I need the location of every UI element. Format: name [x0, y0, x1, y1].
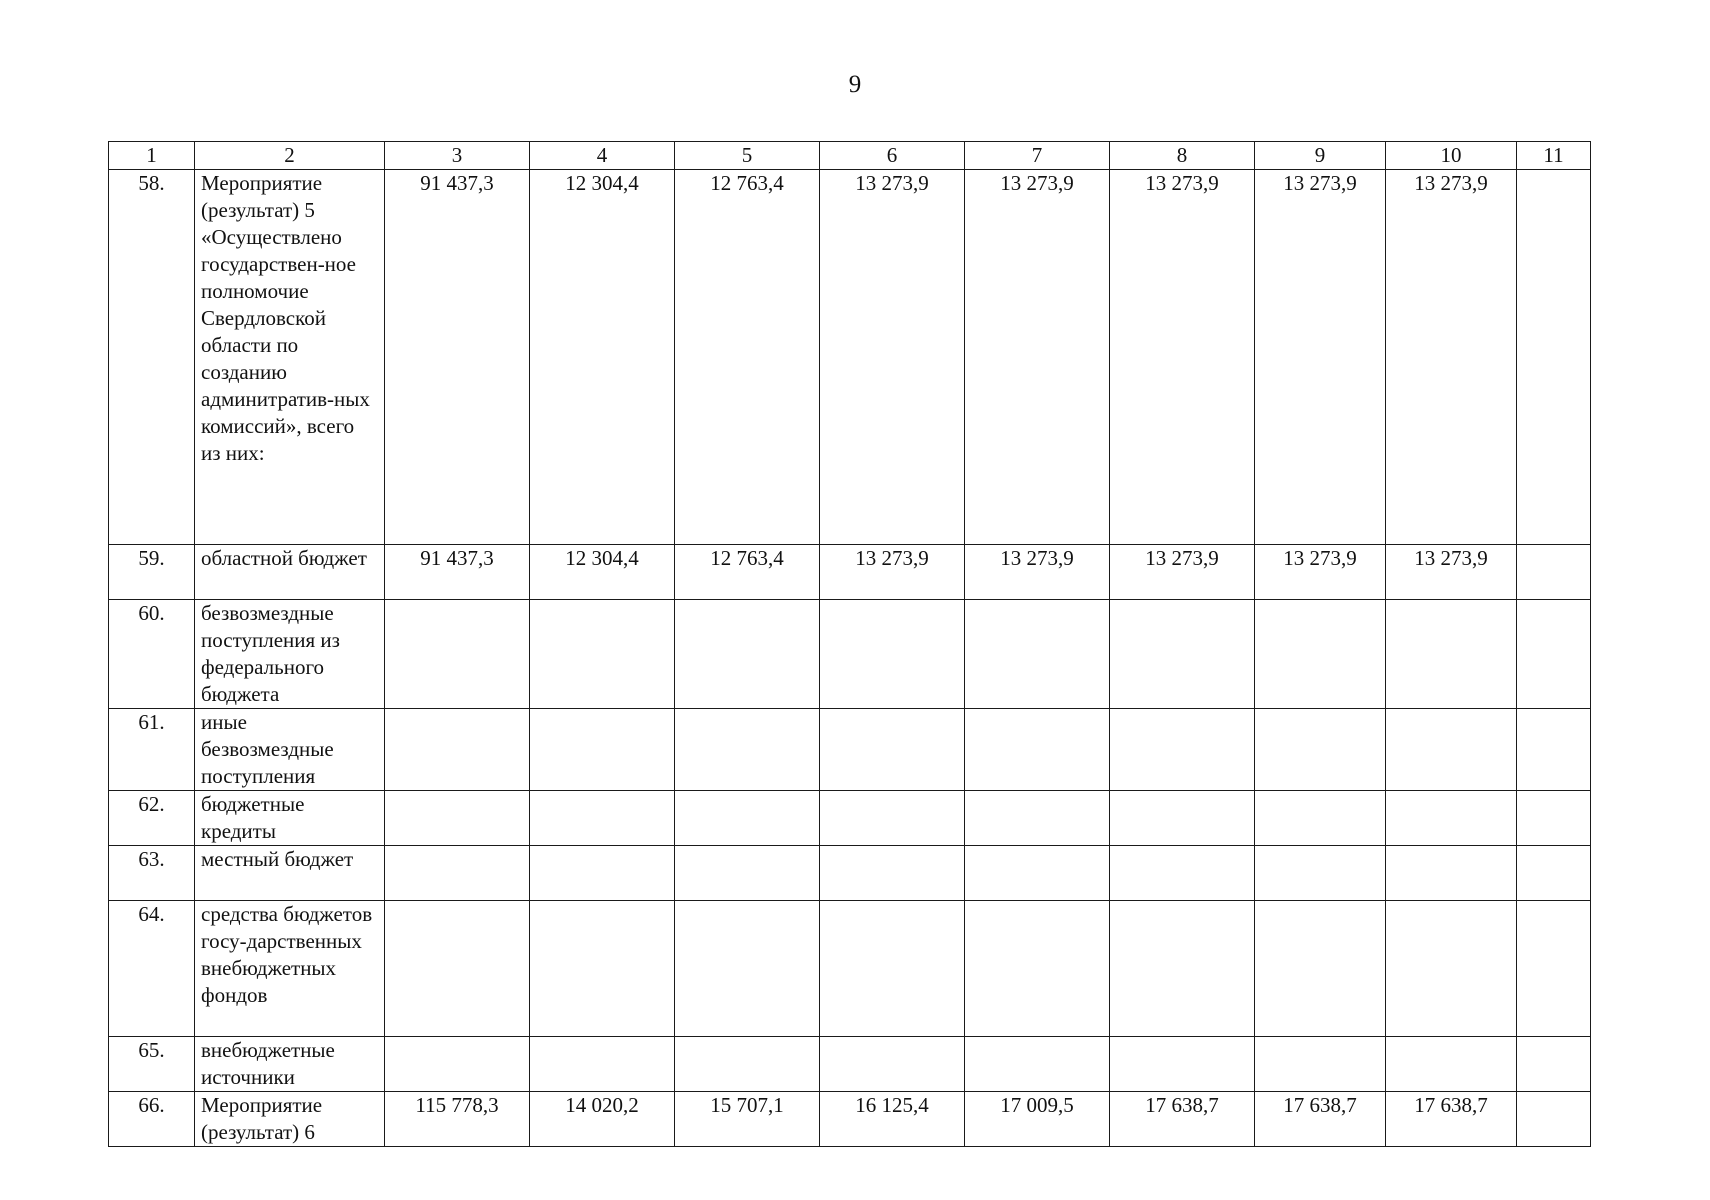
row-number: 58. — [109, 170, 195, 545]
table-row — [109, 1092, 1591, 1147]
column-header: 8 — [1110, 142, 1255, 170]
value-cell: 14 020,2 — [530, 1092, 675, 1147]
value-cell — [1517, 791, 1591, 846]
value-cell — [965, 600, 1110, 709]
value-cell — [1386, 901, 1517, 1037]
value-cell — [1110, 846, 1255, 901]
column-header: 10 — [1386, 142, 1517, 170]
value-cell — [1110, 1037, 1255, 1092]
value-cell — [675, 901, 820, 1037]
value-cell: 13 273,9 — [1110, 545, 1255, 600]
value-cell — [965, 709, 1110, 791]
page-number: 9 — [848, 71, 862, 98]
value-cell: 13 273,9 — [1386, 545, 1517, 600]
table-row — [109, 1037, 1591, 1092]
column-header: 4 — [530, 142, 675, 170]
value-cell — [1255, 791, 1386, 846]
row-name: Мероприятие (результат) 6 — [195, 1092, 385, 1147]
table-row — [109, 846, 1591, 901]
value-cell — [530, 791, 675, 846]
column-header: 1 — [109, 142, 195, 170]
value-cell — [1255, 846, 1386, 901]
table-row — [109, 600, 1591, 709]
value-cell — [1517, 1037, 1591, 1092]
value-cell: 13 273,9 — [820, 170, 965, 545]
value-cell — [965, 846, 1110, 901]
value-cell — [1110, 709, 1255, 791]
value-cell: 12 763,4 — [675, 545, 820, 600]
value-cell: 15 707,1 — [675, 1092, 820, 1147]
value-cell — [675, 846, 820, 901]
value-cell — [385, 1037, 530, 1092]
table-row — [109, 545, 1591, 600]
column-number-row — [109, 142, 1591, 170]
value-cell — [385, 846, 530, 901]
value-cell — [385, 709, 530, 791]
value-cell — [965, 1037, 1110, 1092]
value-cell — [1517, 846, 1591, 901]
value-cell — [1386, 791, 1517, 846]
row-name: внебюджетные источники — [195, 1037, 385, 1092]
value-cell: 13 273,9 — [1110, 170, 1255, 545]
value-cell — [675, 791, 820, 846]
value-cell — [1255, 600, 1386, 709]
value-cell — [385, 600, 530, 709]
column-header: 9 — [1255, 142, 1386, 170]
value-cell — [675, 600, 820, 709]
value-cell — [820, 709, 965, 791]
row-number: 66. — [109, 1092, 195, 1147]
value-cell — [1255, 901, 1386, 1037]
value-cell — [675, 1037, 820, 1092]
row-number: 63. — [109, 846, 195, 901]
value-cell — [1517, 170, 1591, 545]
value-cell — [1386, 709, 1517, 791]
value-cell — [1386, 846, 1517, 901]
row-name: средства бюджетов госу-дарственных внебюджетных фондов — [195, 901, 385, 1037]
value-cell — [1110, 600, 1255, 709]
value-cell — [820, 901, 965, 1037]
row-name: безвозмездные поступления из федерального бюджета — [195, 600, 385, 709]
value-cell: 13 273,9 — [820, 545, 965, 600]
value-cell — [1517, 1092, 1591, 1147]
column-header: 11 — [1517, 142, 1591, 170]
value-cell: 91 437,3 — [385, 545, 530, 600]
row-number: 64. — [109, 901, 195, 1037]
value-cell — [820, 846, 965, 901]
row-number: 59. — [109, 545, 195, 600]
row-name: бюджетные кредиты — [195, 791, 385, 846]
budget-table — [108, 141, 1591, 1147]
value-cell: 13 273,9 — [1386, 170, 1517, 545]
row-number: 65. — [109, 1037, 195, 1092]
value-cell — [1517, 545, 1591, 600]
value-cell — [1386, 600, 1517, 709]
value-cell: 13 273,9 — [1255, 170, 1386, 545]
value-cell: 13 273,9 — [965, 545, 1110, 600]
value-cell — [1517, 709, 1591, 791]
value-cell — [965, 901, 1110, 1037]
table-row — [109, 791, 1591, 846]
value-cell: 12 304,4 — [530, 545, 675, 600]
value-cell: 91 437,3 — [385, 170, 530, 545]
column-header: 5 — [675, 142, 820, 170]
row-name: иные безвозмездные поступления — [195, 709, 385, 791]
value-cell — [1110, 791, 1255, 846]
row-name: местный бюджет — [195, 846, 385, 901]
value-cell: 13 273,9 — [1255, 545, 1386, 600]
value-cell — [1255, 1037, 1386, 1092]
row-name: Мероприятие (результат) 5 «Осуществлено государствен-ное полномочие Свердловской области по созданию админитратив-ных комиссий», всего из них: — [195, 170, 385, 545]
value-cell — [530, 901, 675, 1037]
value-cell — [385, 901, 530, 1037]
value-cell: 17 638,7 — [1255, 1092, 1386, 1147]
value-cell — [675, 709, 820, 791]
value-cell — [1110, 901, 1255, 1037]
value-cell — [1517, 901, 1591, 1037]
value-cell — [530, 709, 675, 791]
value-cell — [530, 846, 675, 901]
row-name: областной бюджет — [195, 545, 385, 600]
value-cell: 16 125,4 — [820, 1092, 965, 1147]
value-cell — [820, 791, 965, 846]
value-cell — [1255, 709, 1386, 791]
value-cell — [1386, 1037, 1517, 1092]
value-cell — [965, 791, 1110, 846]
row-number: 61. — [109, 709, 195, 791]
value-cell — [820, 600, 965, 709]
value-cell — [820, 1037, 965, 1092]
value-cell: 17 638,7 — [1386, 1092, 1517, 1147]
value-cell — [530, 600, 675, 709]
column-header: 7 — [965, 142, 1110, 170]
value-cell: 12 763,4 — [675, 170, 820, 545]
value-cell: 17 009,5 — [965, 1092, 1110, 1147]
value-cell: 12 304,4 — [530, 170, 675, 545]
value-cell: 17 638,7 — [1110, 1092, 1255, 1147]
value-cell — [385, 791, 530, 846]
value-cell: 13 273,9 — [965, 170, 1110, 545]
table-row — [109, 901, 1591, 1037]
row-number: 62. — [109, 791, 195, 846]
value-cell — [1517, 600, 1591, 709]
row-number: 60. — [109, 600, 195, 709]
column-header: 6 — [820, 142, 965, 170]
table-row — [109, 709, 1591, 791]
value-cell: 115 778,3 — [385, 1092, 530, 1147]
value-cell — [530, 1037, 675, 1092]
column-header: 2 — [195, 142, 385, 170]
column-header: 3 — [385, 142, 530, 170]
table-row — [109, 170, 1591, 545]
